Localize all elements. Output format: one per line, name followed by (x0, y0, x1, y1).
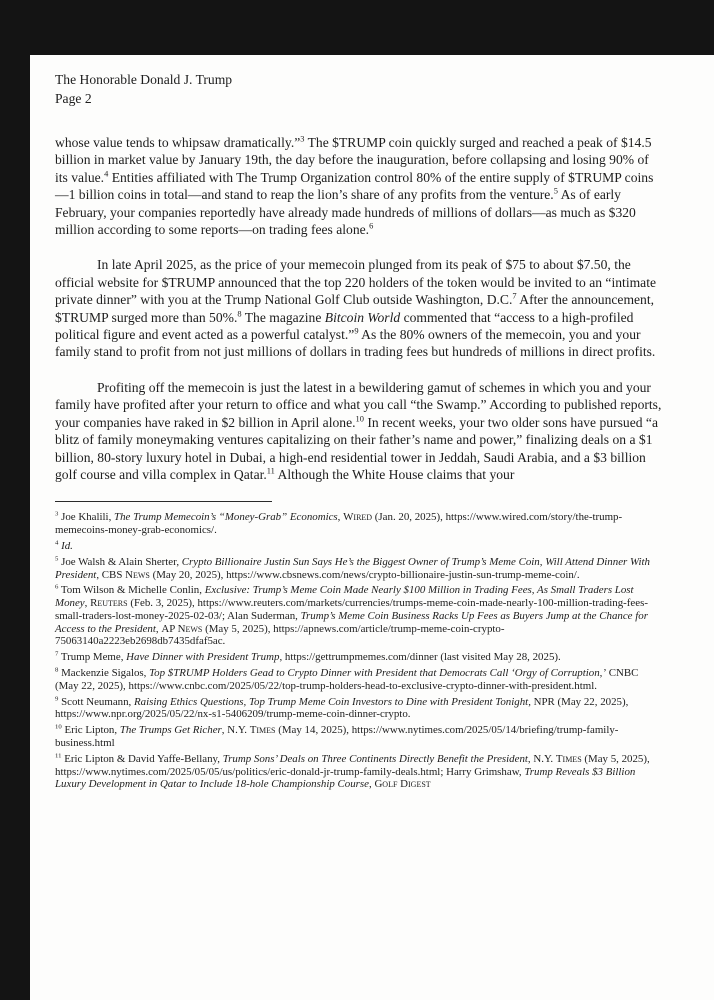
footnote (55, 724, 664, 750)
footnotes-section (55, 511, 664, 791)
text-run: , N.Y. (527, 752, 556, 765)
text-run: Entities affiliated with The Trump Organization control 80% of the entire supply of $TRUMP coins—1 billion coins in total—and stand to reap the lion’s share of any profits from the venture. (55, 169, 654, 203)
text-run: CNBC (May 22, 2025), https://www.cnbc.com/2025/05/22/top-trump-holders-head-to-exclusive-crypto-dinner-with-president.html. (55, 667, 639, 692)
text-run: Although the White House claims that your (274, 466, 515, 482)
footnote (55, 584, 664, 648)
footnote (55, 696, 664, 722)
text-run: After the announcement, $TRUMP surged more than 50%. (55, 292, 655, 325)
text-run: (May 5, 2025), https://www.nytimes.com/2025/05/05/us/politics/eric-donald-jr-trump-family-deals.html; Harry Grimshaw, (55, 752, 650, 778)
text-run: (Jan. 20, 2025), https://www.wired.com/story/the-trump-memecoins-money-grab-economics/. (55, 511, 623, 537)
footnote (55, 511, 664, 537)
footnote-reference: 11 (55, 752, 62, 760)
footnote-reference: 8 (55, 666, 59, 674)
footnote-reference: 10 (355, 413, 364, 424)
text-run: , https://gettrumpmemes.com/dinner (last visited May 28, 2025). (279, 651, 561, 664)
text-run: , (84, 597, 91, 610)
footnote-reference: 5 (553, 185, 558, 196)
text-run: AP News (161, 622, 203, 635)
text-run: The Trump Memecoin’s “Money-Grab” Economics (114, 511, 338, 524)
text-run: Trump Meme, (58, 651, 127, 664)
text-run: Eric Lipton & David Yaffe-Bellany, (61, 752, 223, 765)
body-paragraph (55, 134, 664, 238)
footnote-reference: 6 (369, 220, 374, 231)
text-run: Crypto Billionaire Justin Sun Says He’s the Biggest Owner of Trump’s Meme Coin, Will Attend Dinner With President (55, 555, 650, 581)
text-run: Times (249, 724, 276, 737)
text-run: Trump Reveals $3 Billion Luxury Development in Qatar to Include 18-hole Championship Course (55, 765, 636, 791)
footnote-reference: 3 (55, 510, 59, 518)
text-run: Raising Ethics Questions, Top Trump Meme Coin Investors to Dine with President Tonight (134, 695, 529, 708)
footnote-reference: 8 (237, 308, 242, 319)
text-run: Exclusive: Trump’s Meme Coin Made Nearly $100 Million in Trading Fees, As Small Traders Lost Money (55, 584, 634, 610)
text-run: Times (555, 752, 582, 765)
text-run: Scott Neumann, (58, 695, 134, 708)
text-run: , (337, 511, 344, 524)
text-run: , N.Y. (221, 724, 250, 737)
text-run: The Trumps Get Richer (119, 724, 222, 737)
text-run: (May 20, 2025), https://www.cbsnews.com/news/crypto-billionaire-justin-sun-trump-meme-coin/. (149, 568, 580, 581)
text-run: (May 14, 2025), https://www.nytimes.com/2025/05/14/briefing/trump-family-business.html (55, 724, 619, 750)
text-run: whose value tends to whipsaw dramatically.” (55, 135, 301, 150)
letter-body (55, 134, 664, 483)
footnote-reference: 6 (55, 583, 59, 591)
footnote (55, 753, 664, 791)
text-run: Tom Wilson & Michelle Conlin, (58, 584, 205, 597)
page-number: Page 2 (55, 90, 92, 106)
footnote-separator (55, 501, 272, 502)
text-run: Eric Lipton, (61, 724, 120, 737)
footnote-reference: 7 (55, 650, 59, 658)
footnote (55, 540, 664, 553)
footnote-reference: 9 (55, 695, 59, 703)
footnote (55, 556, 664, 582)
footnote-reference: 3 (300, 133, 305, 144)
text-run: Wired (343, 511, 373, 524)
text-run: Joe Walsh & Alain Sherter, (58, 555, 182, 568)
text-run: Trump’s Meme Coin Business Racks Up Fees as Buyers Jump at the Chance for Access to the President (55, 609, 648, 635)
text-run: As of early February, your companies reportedly have already made hundreds of millions of dollars—as much as $320 million according to some reports—on trading fees alone. (55, 187, 636, 238)
text-run: Golf Digest (374, 778, 431, 791)
footnote (55, 651, 664, 664)
text-run: Reuters (90, 597, 128, 610)
text-run: , (368, 778, 375, 791)
footnote-reference: 4 (55, 539, 59, 547)
text-run: CBS News (101, 568, 150, 581)
text-run: (Feb. 3, 2025), https://www.reuters.com/markets/currencies/trumps-meme-coin-made-nearly-100-million-trading-fees-small-traders-lost-money-2025-02-03/; Alan Suderman, (55, 597, 648, 622)
text-run: Joe Khalili, (58, 511, 115, 524)
text-run: Have Dinner with President Trump (126, 651, 280, 664)
footnote-reference: 9 (354, 325, 359, 336)
footnote (55, 667, 664, 693)
text-run: Profiting off the memecoin is just the latest in a bewildering gamut of schemes in which you and your family have profited after your return to office and what you call “the Swamp.” According to published reports, your companies have raked in $2 billion in April alone. (55, 379, 662, 430)
text-run: , NPR (May 22, 2025), https://www.npr.org/2025/05/22/nx-s1-5406209/trump-meme-coin-dinner-crypto. (55, 695, 629, 721)
text-run: , (155, 622, 162, 635)
text-run: The magazine (241, 309, 325, 325)
text-run: In late April 2025, as the price of your memecoin plunged from its peak of $75 to about $7.50, the official website for $TRUMP announced that the top 220 holders of the token would be invited to an “intimate private dinner” with you at the Trump National Golf Club outside Washington, D.C. (55, 257, 657, 308)
document-page (30, 55, 714, 1000)
footnote-reference: 4 (104, 168, 109, 179)
text-run: As the 80% owners of the memecoin, you and your family stand to profit from not just millions of dollars in trading fees but hundreds of millions in direct profits. (55, 327, 656, 360)
text-run: Top $TRUMP Holders Gead to Crypto Dinner with President that Democrats Call ‘Orgy of Corruption,’ (149, 667, 607, 680)
text-run: In recent weeks, your two older sons have pursued “a blitz of family moneymaking ventures capitalizing on their father’s name and power,” finalizing deals on a $1 billion, 80-story luxury hotel in Dubai, a high-end residential tower in Jeddah, Saudi Arabia, and a $3 billion golf course and villa complex in Qatar. (55, 414, 658, 482)
text-run: , (96, 568, 102, 581)
letter-header (55, 71, 664, 108)
recipient-name: The Honorable Donald J. Trump (55, 72, 233, 87)
footnote-reference: 11 (266, 465, 275, 476)
text-run: Id. (61, 539, 73, 552)
footnote-reference: 5 (55, 555, 59, 563)
text-run: The $TRUMP coin quickly surged and reached a peak of $14.5 billion in market value by January 19th, the day before the inauguration, before collapsing and losing 90% of its value. (55, 135, 652, 185)
body-paragraph (55, 256, 664, 360)
text-run: Trump Sons’ Deals on Three Continents Directly Benefit the President (222, 752, 528, 765)
body-paragraph (55, 379, 664, 483)
text-run: commented that “access to a high-profiled political figure and event acted as a powerful catalyst.” (55, 309, 634, 343)
text-run: Mackenzie Sigalos, (58, 667, 150, 680)
text-run: (May 5, 2025), https://apnews.com/article/trump-meme-coin-crypto-75063140a2223eb2698db7435dfaf5ac. (55, 622, 505, 648)
footnote-reference: 10 (55, 723, 62, 731)
text-run: Bitcoin World (324, 309, 401, 325)
footnote-reference: 7 (512, 290, 517, 301)
